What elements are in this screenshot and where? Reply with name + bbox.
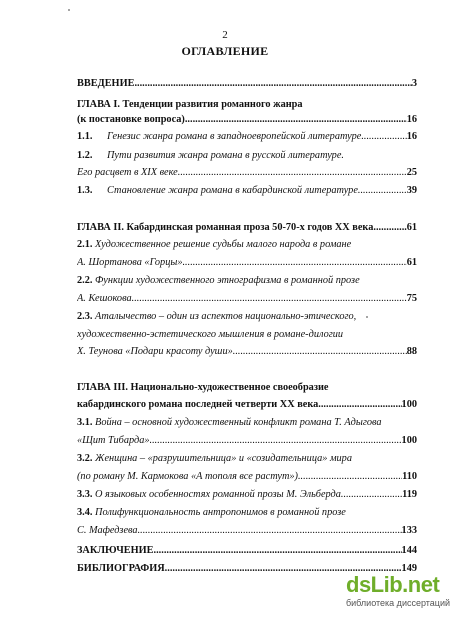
toc-page: 39 [406, 185, 417, 196]
page-title: ОГЛАВЛЕНИЕ [181, 44, 269, 58]
toc-text: А. Кешокова [77, 293, 132, 304]
toc-entry-3-1-cont[interactable] [77, 434, 417, 447]
toc-number: 3.2. [77, 453, 93, 464]
toc-text: Художественное решение судьбы малого народа в романе [95, 239, 352, 250]
toc-text: Функции художественного этнографизма в романной прозе [95, 275, 360, 286]
toc-text: Война – основной художественный конфликт романа Т. Адыгова [95, 417, 382, 428]
toc-page: 88 [406, 346, 417, 357]
toc-text: Х. Теунова «Подари красоту души» [77, 346, 233, 357]
toc-entry-chapter-2[interactable] [77, 221, 417, 234]
toc-entry-conclusion[interactable] [77, 544, 417, 557]
toc-page: 133 [401, 525, 417, 536]
toc-text: Пути развития жанра романа в русской литературе. [107, 150, 344, 161]
toc-page: 110 [402, 471, 417, 482]
toc-text: ГЛАВА I. Тенденции развития романного жанра [77, 99, 303, 110]
toc-page: 16 [406, 114, 417, 125]
toc-number: 1.1. [77, 131, 93, 142]
toc-entry-3-3[interactable] [77, 488, 417, 501]
toc-number: 2.1. [77, 239, 93, 250]
toc-text: Становление жанра романа в кабардинской литературе [107, 185, 358, 196]
scan-speck [68, 9, 70, 11]
toc-text: Полифункциональность антропонимов в романной прозе [95, 507, 346, 518]
toc-page: 3 [411, 78, 417, 89]
toc-entry-2-1-cont[interactable] [77, 256, 417, 269]
toc-page: 61 [406, 222, 417, 233]
toc-text-inner: О языковых особенностях романной прозы М. Эльберда [95, 489, 341, 500]
dslib-watermark-logo[interactable] [344, 572, 450, 612]
toc-entry-2-3-cont[interactable] [77, 328, 417, 341]
toc-text: (к постановке вопроса) [77, 114, 185, 125]
toc-entry-chapter-3-cont[interactable] [77, 398, 417, 411]
toc-text: ГЛАВА III. Национально-художественное своеобразие [77, 382, 329, 393]
toc-text: Генезис жанра романа в западноевропейской литературе [107, 131, 362, 142]
toc-number: 1.2. [77, 150, 93, 161]
toc-entry-3-4-cont[interactable] [77, 524, 417, 537]
page-number: 2 [222, 29, 228, 41]
toc-text: Женщина – «разрушительница» и «созидательница» мира [95, 453, 352, 464]
toc-text [77, 488, 341, 501]
toc-text: ЗАКЛЮЧЕНИЕ [77, 545, 154, 556]
toc-number: 2.3. [77, 311, 93, 322]
toc-page: 25 [406, 167, 417, 178]
toc-text: ВВЕДЕНИЕ [77, 78, 135, 89]
toc-text: А. Шортанова «Горцы» [77, 257, 183, 268]
logo-brand: dsLib.net [346, 572, 440, 597]
toc-entry-chapter-1[interactable] [77, 98, 417, 111]
toc-text: БИБЛИОГРАФИЯ [77, 563, 165, 574]
toc-entry-chapter-3[interactable] [77, 381, 417, 394]
toc-page: 100 [401, 399, 417, 410]
toc-number: 3.4. [77, 507, 93, 518]
toc-page: 16 [406, 131, 417, 142]
toc-page: 144 [401, 545, 417, 556]
toc-entry-2-1[interactable] [77, 238, 417, 251]
toc-entry-1-1[interactable] [77, 130, 417, 143]
toc-entry-1-2-cont[interactable] [77, 166, 417, 179]
toc-number: 3.1. [77, 417, 93, 428]
toc-entry-1-3[interactable] [77, 184, 417, 197]
toc-page: 100 [401, 435, 417, 446]
toc-text: «Щит Тибарда» [77, 435, 150, 446]
logo-tagline: библиотека диссертаций [346, 598, 450, 608]
toc-page: 61 [406, 257, 417, 268]
toc-page: 75 [406, 293, 417, 304]
toc-number: 1.3. [77, 185, 93, 196]
toc-entry-3-4[interactable] [77, 506, 417, 519]
toc-text: (по роману М. Кармокова «А тополя все растут») [77, 471, 298, 482]
toc-text: кабардинского романа последней четверти XX века [77, 399, 319, 410]
toc-text: Его расцвет в XIX веке [77, 167, 178, 178]
toc-number: 3.3. [77, 489, 93, 500]
toc-entry-2-3-cont2[interactable] [77, 345, 417, 358]
toc-text: ГЛАВА II. Кабардинская романная проза 50-70-х годов XX века [77, 222, 374, 233]
toc-number: 2.2. [77, 275, 93, 286]
toc-entry-intro[interactable] [77, 77, 417, 90]
toc-text: художественно-эстетического мышления в романе-дилогии [77, 329, 344, 340]
toc-text: Аталычество – один из аспектов национально-этического, [95, 311, 357, 322]
toc-entry-3-2-cont[interactable] [77, 470, 417, 483]
toc-entry-2-2[interactable] [77, 274, 417, 287]
toc-entry-chapter-1-cont[interactable] [77, 113, 417, 126]
scan-speck [366, 316, 368, 318]
toc-page: 149 [401, 563, 417, 574]
toc-page: 119 [402, 489, 417, 500]
toc-text: С. Мафедзева [77, 525, 138, 536]
toc-entry-3-1[interactable] [77, 416, 417, 429]
toc-entry-1-2[interactable] [77, 149, 417, 162]
toc-entry-2-2-cont[interactable] [77, 292, 417, 305]
toc-entry-3-2[interactable] [77, 452, 417, 465]
